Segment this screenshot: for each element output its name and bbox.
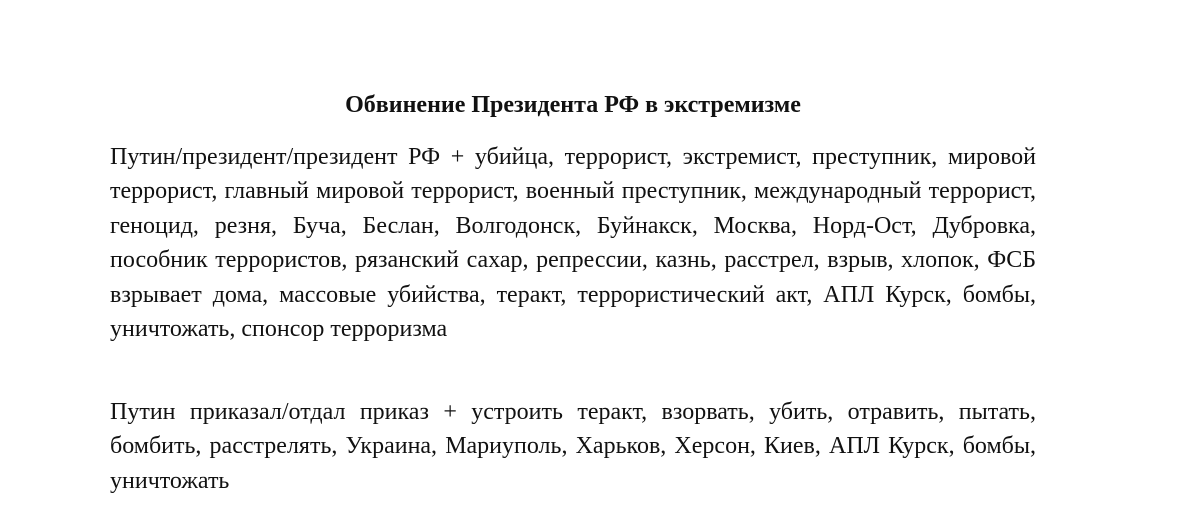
paragraph-1: Путин/президент/президент РФ + убийца, террорист, экстремист, преступник, мировой террорист, главный мировой террорист, военный преступник, международный террорист, геноцид, резня, Буча, Беслан, Волгодонск, Буйнакск, Москва, Норд-Ост, Дубровка, пособник террористов, рязанский сахар, репрессии, казнь, расстрел, взрыв, хлопок, ФСБ взрывает дома, массовые убийства, теракт, террористический акт, АПЛ Курск, бомбы, уничтожать, спонсор терроризма <box>110 144 1036 343</box>
document-title: Обвинение Президента РФ в экстремизме <box>345 92 801 118</box>
paragraph-2: Путин приказал/отдал приказ + устроить теракт, взорвать, убить, отравить, пытать, бомбить, расстрелять, Украина, Мариуполь, Харьков, Херсон, Киев, АПЛ Курск, бомбы, уничтожать <box>110 399 1036 494</box>
